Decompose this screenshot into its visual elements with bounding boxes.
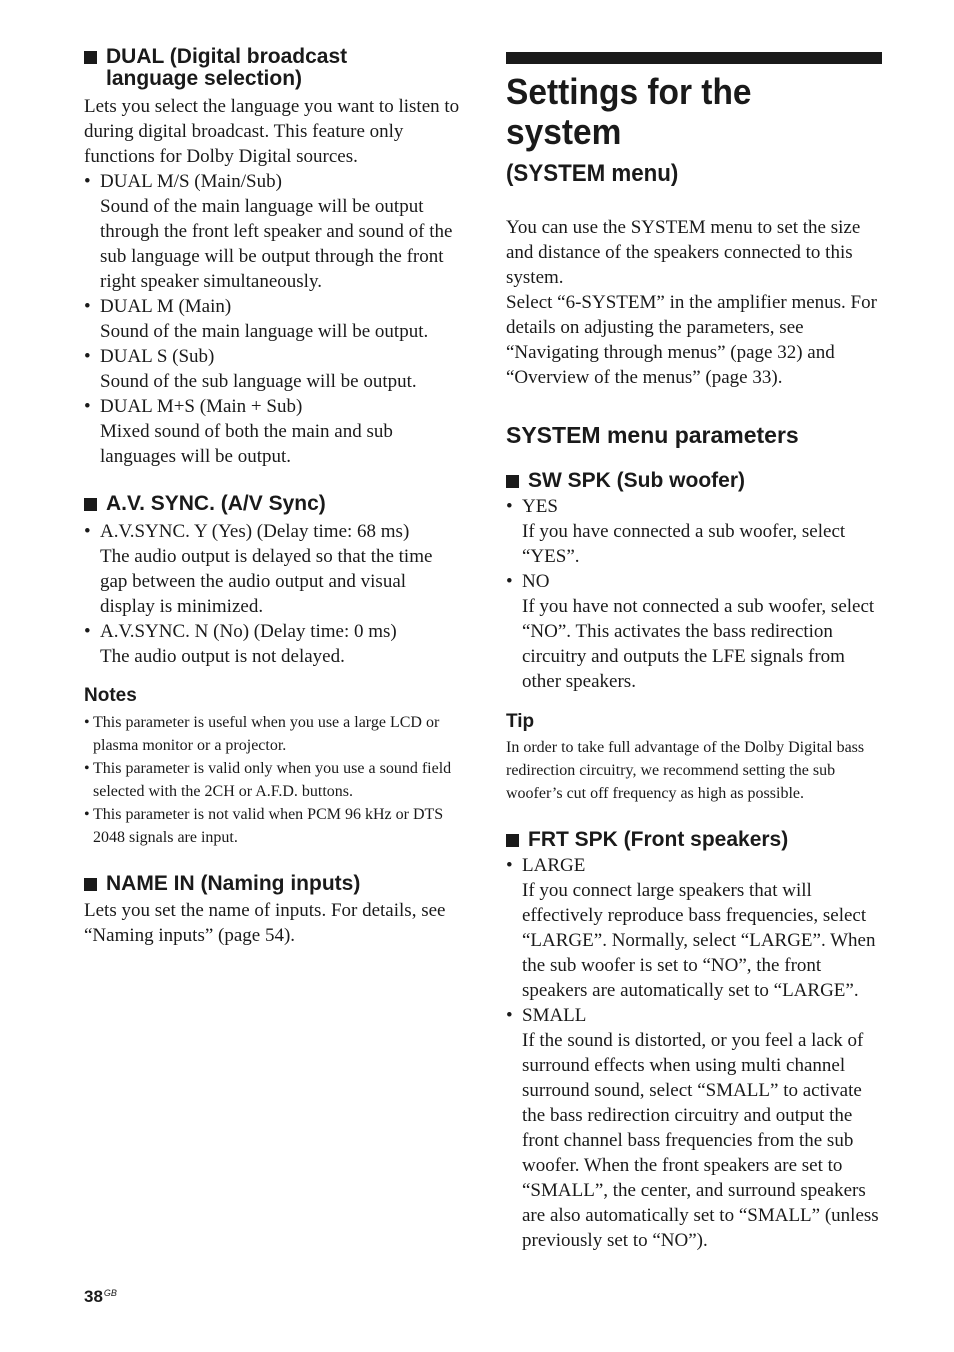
tip-text: In order to take full advantage of the Dolby Digital bass redirection circuitry, we recommend setting the sub woofer’s cut off frequency as high as possible. [506,739,865,802]
square-bullet-icon [84,51,97,64]
list-item-desc: The audio output is delayed so that the time gap between the audio output and visual display is minimized. [100,546,433,617]
right-column [506,52,884,1253]
list-item-desc: If you connect large speakers that will effectively reproduce bass frequencies, select “LARGE”. Normally, select “LARGE”. When the sub woofer is set to “NO”, the front speakers are automatically set to “LARGE”. [522,880,876,1001]
list-item-desc: Mixed sound of both the main and sub languages will be output. [100,421,393,467]
notes-heading: Notes [84,685,137,706]
list-item: • SMALL [506,1005,587,1026]
tip-heading: Tip [506,711,535,732]
list-item: • DUAL M/S (Main/Sub) [84,171,282,192]
note-item: • This parameter is valid only when you use a sound field selected with the 2CH or A.F.D. buttons. [84,760,452,800]
page-number [84,1283,117,1307]
square-bullet-icon [84,498,97,511]
list-item: • A.V.SYNC. Y (Yes) (Delay time: 68 ms) [84,521,410,542]
list-item-desc: Sound of the sub language will be output. [100,371,417,392]
list-item-desc: If you have connected a sub woofer, select “YES”. [522,521,846,567]
note-item: • This parameter is useful when you use a large LCD or plasma monitor or a projector. [84,714,440,754]
region-code: GB [103,1288,117,1298]
list-item: • A.V.SYNC. N (No) (Delay time: 0 ms) [84,621,397,642]
list-item-desc: If you have not connected a sub woofer, select “NO”. This activates the bass redirection circuitry and outputs the LFE signals from other speakers. [522,596,875,692]
frtspk-heading: FRT SPK (Front speakers) [506,829,884,851]
left-column [84,46,462,948]
list-item: • YES [506,496,558,517]
list-item-desc: If the sound is distorted, or you feel a lack of surround effects when using multi channel surround sound, select “SMALL” to activate the bass redirection circuitry and output the front channel bass frequencies from the sub woofer. When the front speakers are set to “SMALL”, the center, and surround speakers are also automatically set to “SMALL” (unless previously set to “NO”). [522,1030,879,1251]
square-bullet-icon [506,475,519,488]
page-number-value: 38 [84,1287,103,1306]
namein-heading: NAME IN (Naming inputs) [84,873,462,895]
list-item: • DUAL M (Main) [84,296,232,317]
avsync-heading: A.V. SYNC. (A/V Sync) [84,493,462,515]
square-bullet-icon [506,834,519,847]
section-heading: SYSTEM menu parameters [506,422,799,448]
list-item: • NO [506,571,550,592]
list-item-desc: Sound of the main language will be output through the front left speaker and sound of the sub language will be output through the front right speaker simultaneously. [100,196,453,292]
namein-text: Lets you set the name of inputs. For details, see “Naming inputs” (page 54). [84,900,446,946]
note-item: • This parameter is not valid when PCM 96 kHz or DTS 2048 signals are input. [84,806,444,846]
page-title: Settings for the system [506,71,752,152]
dual-heading [84,46,462,90]
intro-paragraph-2: Select “6-SYSTEM” in the amplifier menus. For details on adjusting the parameters, see “Navigating through menus” (page 32) and “Overview of the menus” (page 33). [506,292,877,388]
list-item: • DUAL M+S (Main + Sub) [84,396,303,417]
square-bullet-icon [84,878,97,891]
dual-heading-line1: DUAL (Digital broadcast [106,45,348,68]
list-item: • DUAL S (Sub) [84,346,215,367]
list-item-desc: Sound of the main language will be output. [100,321,429,342]
dual-heading-line2: language selection) [106,67,303,90]
dual-intro: Lets you select the language you want to listen to during digital broadcast. This feature only functions for Dolby Digital sources. [84,96,460,167]
title-rule [506,52,882,64]
page-subtitle: (SYSTEM menu) [506,160,679,187]
list-item-desc: The audio output is not delayed. [100,646,345,667]
list-item: • LARGE [506,855,586,876]
intro-paragraph: You can use the SYSTEM menu to set the size and distance of the speakers connected to this system. [506,217,861,288]
swspk-heading: SW SPK (Sub woofer) [506,470,884,492]
